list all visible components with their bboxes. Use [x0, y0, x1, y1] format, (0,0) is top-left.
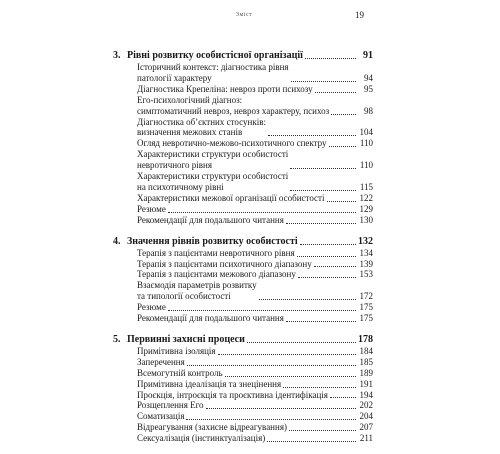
entry-page-number: 115 [359, 181, 373, 192]
entry-title: Діагностика об’єктних стосунків: визначення межових станів [137, 116, 266, 138]
entry-page-number: 204 [359, 411, 373, 422]
entry-title: Заперечення [137, 356, 185, 367]
dot-leader [225, 376, 356, 377]
toc-chapter [113, 50, 373, 226]
entry-page-number: 153 [359, 269, 373, 280]
toc-entry[interactable] [113, 411, 373, 422]
entry-page-number: 110 [359, 138, 373, 149]
chapter-page-number: 91 [363, 50, 373, 61]
toc-entry[interactable] [113, 259, 373, 270]
dot-leader [186, 419, 356, 420]
dot-leader [286, 223, 356, 224]
dot-leader [330, 397, 356, 398]
entry-page-number: 175 [359, 302, 373, 313]
toc-entry[interactable] [113, 280, 373, 302]
dot-leader [314, 266, 356, 267]
toc-chapter [113, 236, 373, 324]
toc-entry[interactable] [113, 215, 373, 226]
toc-entry[interactable] [113, 269, 373, 280]
entry-title: Резюме [137, 203, 166, 214]
toc-entry[interactable] [113, 117, 373, 139]
chapter-page-number: 132 [358, 235, 373, 247]
toc-chapter [113, 334, 373, 444]
entry-title: Терапія з пацієнтами невротичного рівня [137, 247, 295, 258]
entry-title: Діагностика Крепеліна: невроз проти психозу [137, 83, 313, 94]
dot-leader [168, 212, 356, 213]
dot-leader [168, 310, 356, 311]
entry-title: Історичний контекст: діагностика рівня патології характеру [137, 62, 289, 83]
entry-page-number: 191 [359, 378, 373, 389]
entry-page-number: 129 [359, 203, 373, 214]
entry-page-number: 211 [359, 433, 373, 444]
dot-leader [291, 81, 356, 82]
toc-entry[interactable] [113, 422, 373, 433]
entry-page-number: 134 [359, 247, 373, 258]
toc-entry[interactable] [113, 62, 373, 84]
entry-title: Соматизація [137, 411, 185, 422]
dot-leader [267, 441, 356, 442]
entry-page-number: 98 [364, 105, 373, 116]
chapter-number: 4. [113, 235, 121, 247]
toc-entry[interactable] [113, 433, 373, 444]
toc-entry[interactable] [113, 84, 373, 95]
entry-title: Характеристики межової організації особистості [137, 192, 325, 203]
entry-page-number: 172 [359, 291, 373, 302]
dot-leader [329, 146, 356, 147]
dot-leader [290, 190, 356, 191]
chapter-heading[interactable] [113, 334, 373, 346]
entry-page-number: 202 [359, 400, 373, 411]
toc-entry[interactable] [113, 390, 373, 401]
dot-leader [247, 342, 356, 343]
dot-leader [283, 387, 356, 388]
dot-leader [327, 201, 357, 202]
dot-leader [259, 299, 356, 300]
toc-entry[interactable] [113, 138, 373, 149]
dot-leader [315, 92, 356, 93]
entry-title: Примітивна ідеалізація та знецінення [137, 378, 282, 389]
dot-leader [218, 354, 356, 355]
page-number: 19 [355, 10, 364, 20]
entry-title: Характеристики структури особистості на психотичному рівні [137, 171, 289, 192]
entry-page-number: 122 [359, 192, 373, 203]
dot-leader [297, 256, 356, 257]
entry-title: Сексуалізація (інстинктуалізація) [137, 433, 266, 444]
toc-entry[interactable] [113, 357, 373, 368]
toc-entry[interactable] [113, 400, 373, 411]
chapter-number: 3. [113, 50, 121, 61]
toc-entry[interactable] [113, 149, 373, 171]
dot-leader [268, 135, 356, 136]
chapter-title: Рівні розвитку особистісної організації [127, 50, 303, 61]
dot-leader [298, 277, 356, 278]
table-of-contents [113, 50, 373, 454]
entry-page-number: 185 [359, 356, 373, 367]
running-head-title: Зміст [236, 12, 253, 18]
entry-page-number: 207 [359, 422, 373, 433]
toc-entry[interactable] [113, 193, 373, 204]
toc-entry[interactable] [113, 379, 373, 390]
toc-entry[interactable] [113, 368, 373, 379]
entry-page-number: 175 [359, 313, 373, 324]
entry-title: Рекомендації для подальшого читання [137, 313, 284, 324]
toc-entry[interactable] [113, 95, 373, 117]
entry-title: Примітивна ізоляція [137, 345, 216, 356]
entry-title: Проєкція, інтроєкція та проєктивна ідентифікація [137, 389, 328, 400]
dot-leader [305, 58, 356, 59]
entry-page-number: 110 [359, 160, 373, 171]
entry-page-number: 189 [359, 367, 373, 378]
chapter-page-number: 178 [358, 333, 373, 345]
entry-page-number: 104 [359, 127, 373, 138]
dot-leader [331, 114, 356, 115]
toc-entry[interactable] [113, 171, 373, 193]
toc-entry[interactable] [113, 346, 373, 357]
toc-entry[interactable] [113, 248, 373, 259]
dot-leader [286, 321, 356, 322]
entry-title: Всемогутній контроль [137, 367, 223, 378]
dot-leader [187, 365, 356, 366]
entry-title: Розщеплення Его [137, 400, 204, 411]
entry-page-number: 94 [364, 72, 373, 83]
running-head [0, 10, 500, 24]
entry-page-number: 139 [359, 258, 373, 269]
entry-title: Резюме [137, 302, 166, 313]
chapter-heading[interactable] [113, 236, 373, 248]
chapter-number: 5. [113, 333, 121, 345]
entry-title: Характеристики структури особистості невротичного рівня [137, 149, 289, 171]
entry-title: Терапія з пацієнтами межового діапазону [137, 269, 296, 280]
dot-leader [206, 408, 356, 409]
dot-leader [289, 430, 356, 431]
entry-page-number: 130 [359, 214, 373, 225]
entry-title: Взаємодія параметрів розвитку та типології особистості [137, 280, 257, 302]
toc-entry[interactable] [113, 313, 373, 324]
toc-entry[interactable] [113, 204, 373, 215]
entry-title: Терапія з пацієнтами психотичного діапазону [137, 258, 312, 269]
entry-title: Его-психологічний діагноз: симптоматичний невроз, невроз характеру, психоз [137, 94, 330, 116]
entry-title: Рекомендації для подальшого читання [137, 214, 284, 225]
chapter-title: Значення рівнів розвитку особистості [127, 235, 298, 247]
dot-leader [290, 168, 356, 169]
dot-leader [300, 244, 356, 245]
entry-page-number: 184 [359, 345, 373, 356]
entry-page-number: 194 [359, 389, 373, 400]
entry-title: Огляд невротично-межово-психотичного спектру [137, 138, 327, 149]
toc-entry[interactable] [113, 302, 373, 313]
chapter-heading[interactable] [113, 50, 373, 62]
entry-title: Відреагування (захисне відреагування) [137, 422, 287, 433]
chapter-title: Первинні захисні процеси [127, 333, 245, 345]
entry-page-number: 95 [364, 83, 373, 94]
